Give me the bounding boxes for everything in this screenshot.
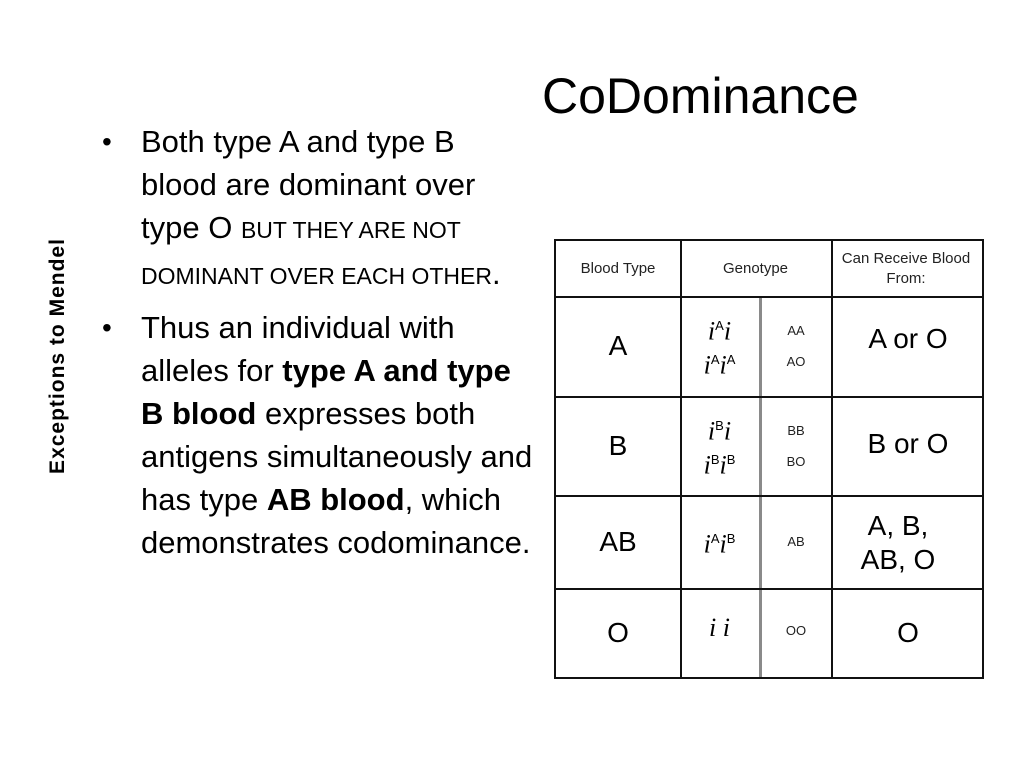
bullet-list: [96, 120, 536, 572]
genotype-cell: i i: [709, 613, 730, 642]
receive-cell: B or O: [867, 428, 949, 459]
bullet-period: .: [492, 256, 501, 291]
genotype-code-cell: AB: [787, 534, 805, 549]
bullet-text: Thus an individual with alleles for: [141, 310, 455, 388]
blood-type-cell: O: [607, 617, 629, 648]
header-genotype: Genotype: [722, 259, 789, 277]
genotype-code-cell: BB BO: [786, 422, 806, 469]
genotype-cell: $i^Ai^B$: [703, 529, 736, 559]
genotype-code-cell: AA AO: [786, 323, 806, 369]
header-can-receive: Can Receive Blood From:: [841, 249, 971, 287]
blood-type-cell: A: [608, 330, 628, 361]
bullet-bold-text: AB blood: [266, 482, 405, 517]
blood-type-cell: B: [608, 429, 628, 461]
receive-cell: O: [897, 617, 919, 648]
blood-type-cell: AB: [599, 525, 637, 557]
side-title: Exceptions to Mendel: [46, 238, 69, 474]
genotype-code-cell: OO: [785, 622, 807, 638]
genotype-cell: $i^Bi$ $i^Bi^B$: [703, 416, 736, 480]
receive-cell: A, B, AB, O: [860, 510, 936, 575]
bullet-bold-text: type A and type B blood: [141, 353, 511, 431]
bullet-text: expresses both antigens simultaneously and has type: [141, 396, 533, 517]
receive-cell: A or O: [868, 323, 948, 354]
bullet-text: Both type A and type B blood are dominant over type O: [141, 124, 476, 245]
bullet-item: [96, 306, 536, 564]
bullet-caps-text: BUT THEY ARE NOT DOMINANT OVER EACH OTHER: [141, 217, 492, 289]
blood-type-table: [554, 239, 984, 679]
bullet-item: [96, 120, 536, 298]
bullet-text: , which demonstrates codominance.: [141, 482, 531, 560]
genotype-cell: $i^Ai$ $i^Ai^A$: [703, 317, 736, 380]
header-blood-type: Blood Type: [580, 259, 656, 277]
slide-title: CoDominance: [542, 68, 859, 124]
